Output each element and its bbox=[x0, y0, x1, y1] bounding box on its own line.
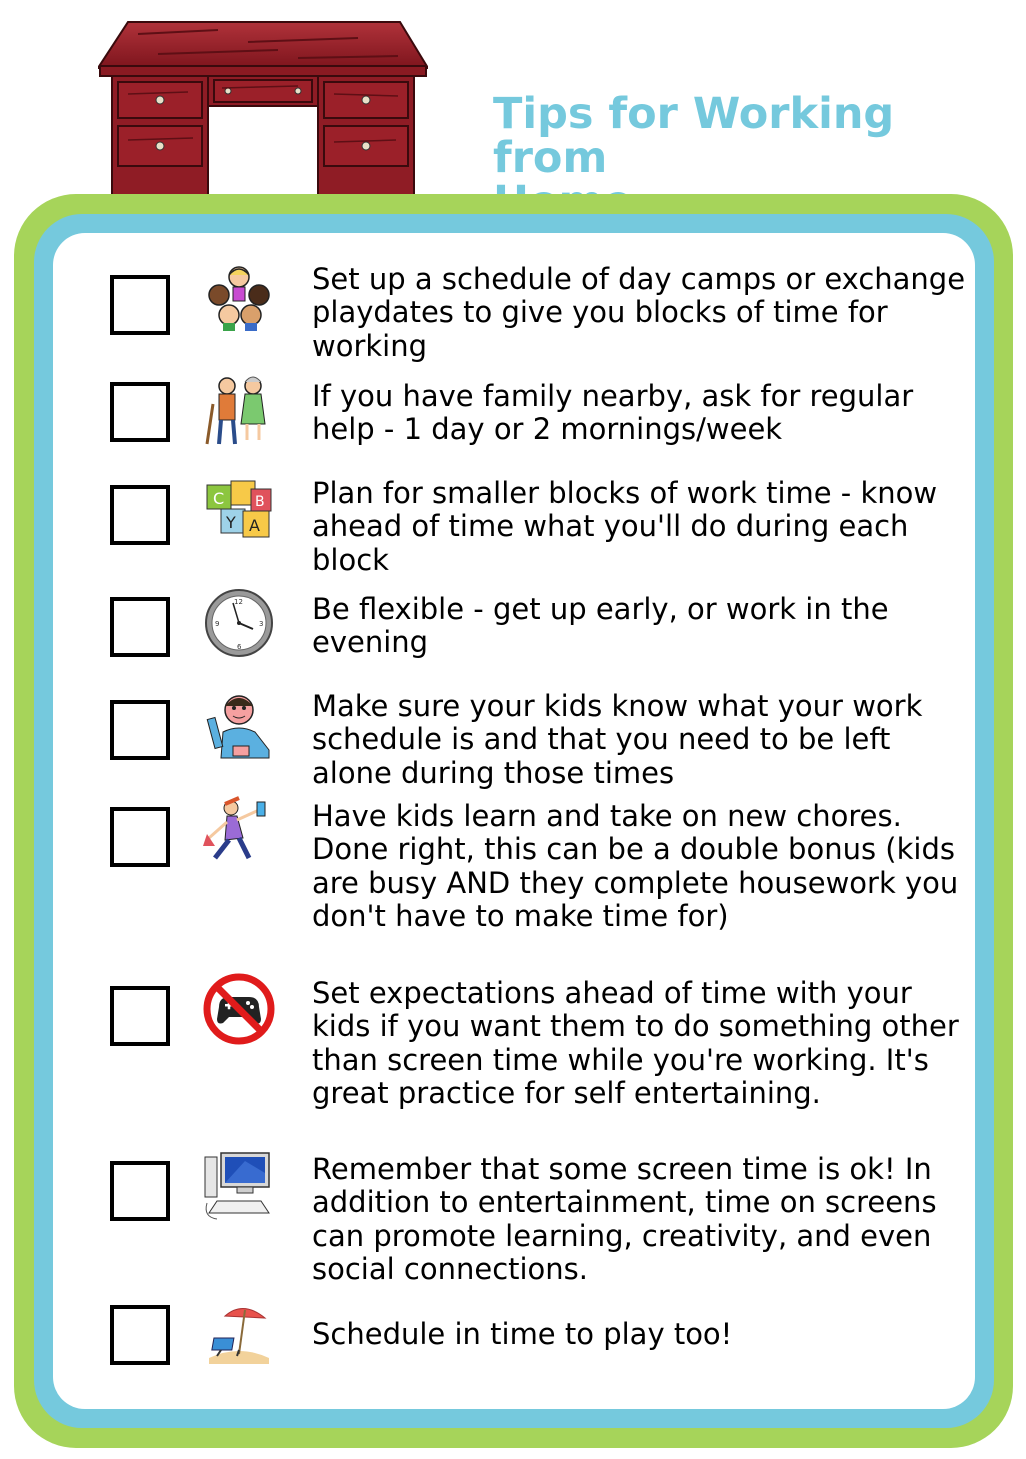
checkbox[interactable] bbox=[110, 700, 170, 760]
item-text: Set up a schedule of day camps or exchange playdates to give you blocks of time for working bbox=[312, 262, 966, 363]
svg-text:C: C bbox=[213, 489, 225, 508]
computer-icon bbox=[203, 1151, 275, 1223]
checkbox[interactable] bbox=[110, 1161, 170, 1221]
checkbox[interactable] bbox=[110, 597, 170, 657]
cleaning-person-icon bbox=[203, 794, 275, 866]
svg-text:3: 3 bbox=[259, 620, 264, 628]
svg-text:Y: Y bbox=[226, 513, 236, 532]
page-title: Tips for Working from bbox=[493, 89, 895, 183]
item-text: Be flexible - get up early, or work in the evening bbox=[312, 592, 889, 660]
svg-text:9: 9 bbox=[215, 620, 220, 628]
svg-text:A: A bbox=[249, 516, 260, 535]
checkbox[interactable] bbox=[110, 275, 170, 335]
svg-text:B: B bbox=[255, 494, 265, 510]
person-writing-icon bbox=[203, 688, 275, 760]
item-text: Make sure your kids know what your work schedule is and that you need to be left alone during those times bbox=[312, 689, 923, 790]
svg-text:12: 12 bbox=[234, 598, 243, 606]
no-video-games-icon bbox=[203, 973, 275, 1045]
checkbox[interactable] bbox=[110, 382, 170, 442]
checkbox[interactable] bbox=[110, 485, 170, 545]
abc-blocks-icon bbox=[203, 477, 275, 549]
item-text: Plan for smaller blocks of work time - know ahead of time what you'll do during each block bbox=[312, 476, 938, 577]
item-text: Schedule in time to play too! bbox=[312, 1317, 733, 1351]
checkbox[interactable] bbox=[110, 1305, 170, 1365]
item-text: If you have family nearby, ask for regular help - 1 day or 2 mornings/week bbox=[312, 379, 914, 447]
item-text: Have kids learn and take on new chores. Done right, this can be a double bonus (kids are busy AND they complete housework you don't have to make time for) bbox=[312, 799, 959, 934]
checkbox[interactable] bbox=[110, 986, 170, 1046]
grandparents-icon bbox=[203, 374, 275, 446]
header bbox=[0, 0, 1026, 200]
item-text: Set expectations ahead of time with your kids if you want them to do something other than screen time while you're working. It's great practice for self entertaining. bbox=[312, 976, 959, 1111]
kids-group-icon bbox=[203, 263, 275, 335]
clock-icon bbox=[203, 587, 275, 659]
desk-illustration bbox=[98, 20, 428, 196]
checkbox[interactable] bbox=[110, 807, 170, 867]
checklist-panel bbox=[53, 233, 975, 1409]
beach-umbrella-icon bbox=[203, 1298, 275, 1370]
svg-text:6: 6 bbox=[237, 643, 242, 651]
item-text: Remember that some screen time is ok! In addition to entertainment, time on screens can promote learning, creativity, and even social connections. bbox=[312, 1152, 937, 1287]
